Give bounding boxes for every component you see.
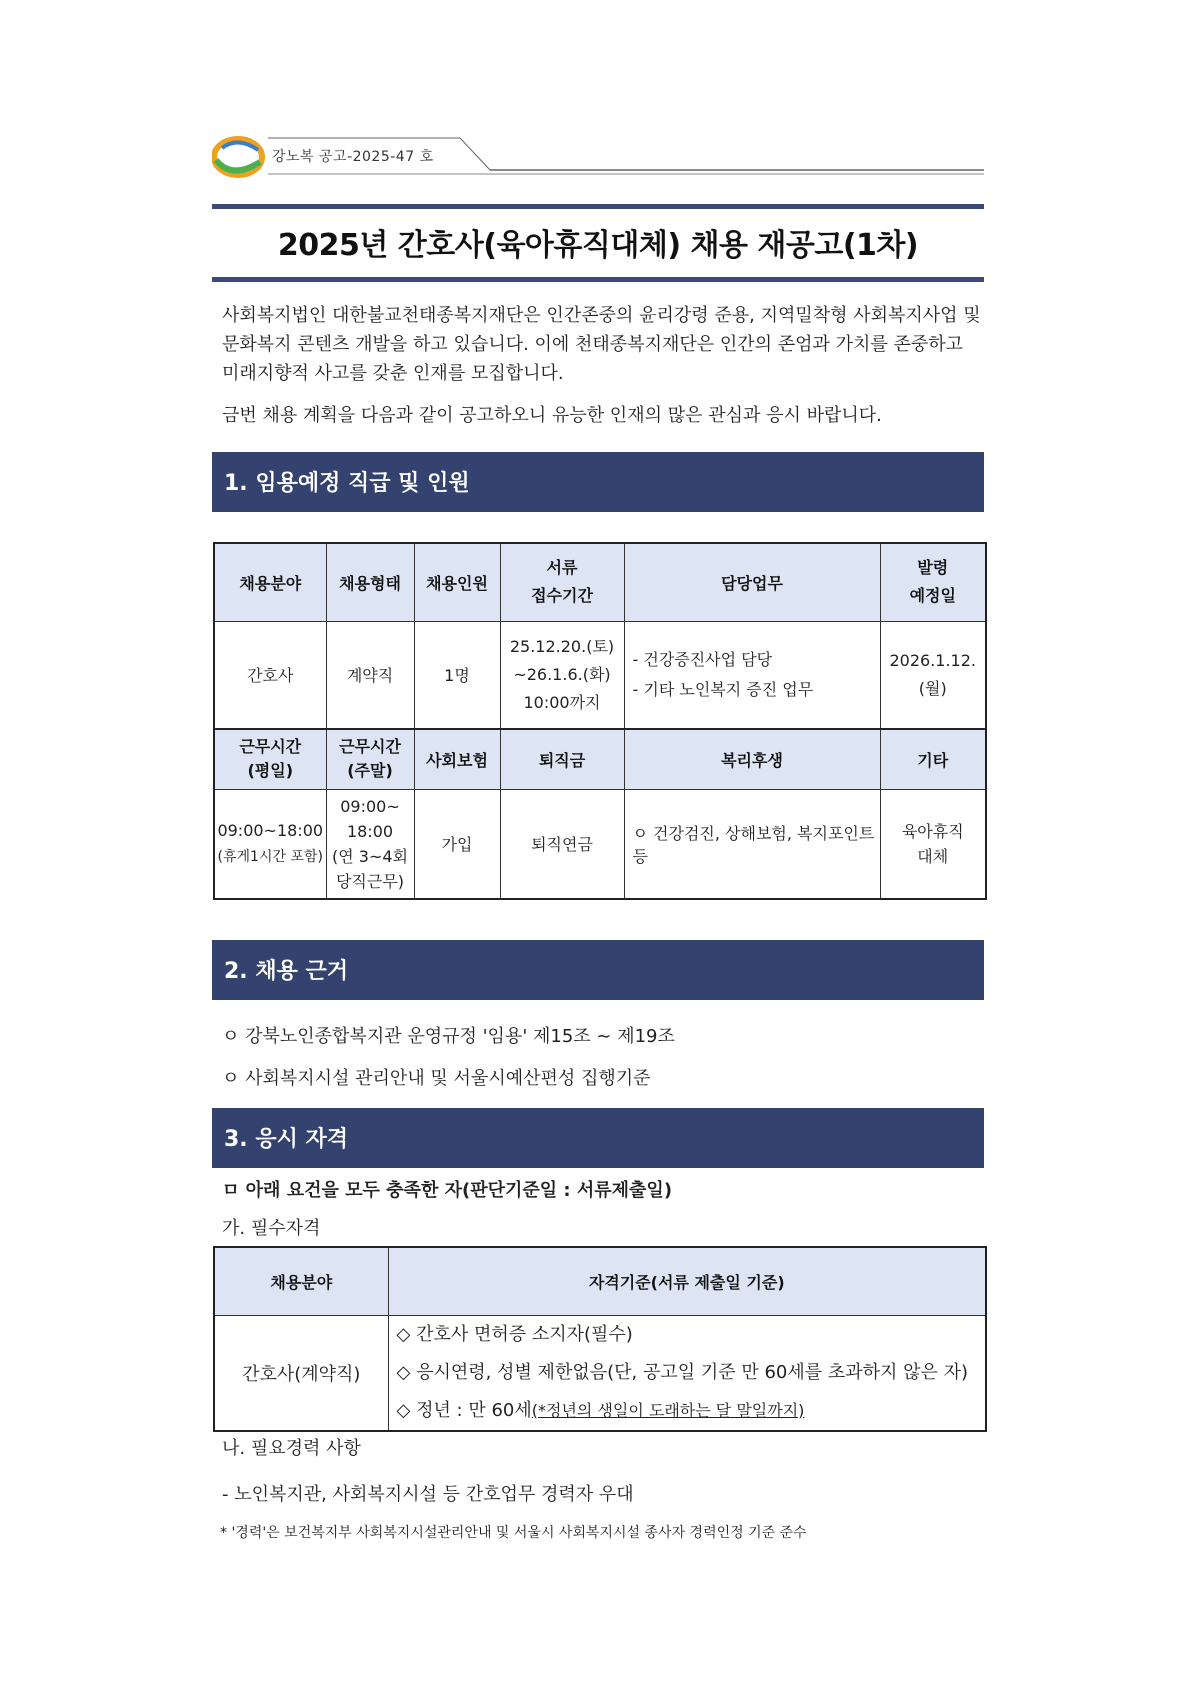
cell-line: 육아휴직 [901,821,964,841]
cell-line: (휴게1시간 포함) [217,848,323,865]
header-cell [500,543,624,621]
header-line: 서류 [546,558,578,578]
criteria-cell [388,1315,986,1431]
cell-line: (연 3~4회 [331,846,408,866]
title-rule-bottom [212,277,984,282]
table-row [214,1315,986,1431]
section-2-title: 2. 채용 근거 [224,959,348,984]
title-rule-top [212,204,984,209]
header-cell [326,729,414,789]
footnote: * '경력'은 보건복지부 사회복지시설관리안내 및 서울시 사회복지시설 종사자 경력인정 기준 준수 [220,1525,807,1541]
cell-line: 09:00~ [340,796,400,816]
experience-item: - 노인복지관, 사회복지시설 등 간호업무 경력자 우대 [222,1484,634,1505]
title-block [212,204,984,282]
header-cell [880,543,986,621]
foundation-logo-icon [212,136,268,178]
intro-paragraph [222,301,982,388]
table-cell [624,621,880,729]
cell-line: 2026.1.12. [889,650,976,670]
header-rule [268,136,984,178]
header-cell: 퇴직금 [500,729,624,789]
required-qualification-label: 가. 필수자격 [222,1218,321,1239]
table-row [214,621,986,729]
header-line: 예정일 [909,586,956,606]
table-cell: 가입 [414,789,500,899]
table-cell: 1명 [414,621,500,729]
cell-line: 당직근무) [335,871,405,891]
recruitment-table [213,542,987,900]
cell-line: 10:00까지 [523,692,601,712]
section-3-title: 3. 응시 자격 [224,1127,348,1152]
table-header-row [214,1247,986,1315]
header-cell: 채용형태 [326,543,414,621]
intro-line: 미래지향적 사고를 갖춘 인재를 모집합니다. [222,363,564,384]
intro-line: 문화복지 콘텐츠 개발을 하고 있습니다. 이에 천태종복지재단은 인간의 존엄과 가치를 존중하고 [222,334,964,355]
header-cell: 사회보험 [414,729,500,789]
cell-line: - 기타 노인복지 증진 업무 [632,679,814,699]
header-cell: 채용분야 [214,1247,388,1315]
page-title: 2025년 간호사(육아휴직대체) 채용 재공고(1차) [277,228,919,263]
table-cell [880,789,986,899]
experience-label: 나. 필요경력 사항 [222,1438,361,1459]
section-1-header [212,452,984,512]
header-cell [214,729,326,789]
header-cell: 자격기준(서류 제출일 기준) [388,1247,986,1315]
cell-line: - 건강증진사업 담당 [632,649,773,669]
section-3-header [212,1108,984,1168]
header-line: 근무시간 [339,737,401,757]
header-cell: 채용인원 [414,543,500,621]
header-cell: 기타 [880,729,986,789]
header-line: 근무시간 [239,737,302,757]
requirement-heading: ㅁ 아래 요건을 모두 충족한 자(판단기준일 : 서류제출일) [222,1180,673,1201]
table-cell: 간호사(계약직) [214,1315,388,1431]
cell-line: 대체 [917,846,949,866]
table-cell [500,621,624,729]
table-cell: 간호사 [214,621,326,729]
table-cell [214,789,326,899]
criteria-text: ◇ 정년 : 만 60세 [396,1399,532,1421]
retirement-note: (*정년의 생일이 도래하는 달 말일까지) [531,1400,805,1420]
table-row [214,789,986,899]
intro-line: 사회복지법인 대한불교천태종복지재단은 인간존중의 윤리강령 준용, 지역밀착형 사회복지사업 및 [222,305,981,326]
header-cell: 담당업무 [624,543,880,621]
table-header-row [214,543,986,621]
table-header-row [214,729,986,789]
header-cell: 채용분야 [214,543,326,621]
header-line: 발령 [917,558,949,578]
criteria-item: ◇ 응시연령, 성별 제한없음(단, 공고일 기준 만 60세를 초과하지 않은 자) [396,1361,969,1383]
cell-line: 09:00~18:00 [217,820,324,840]
section-2-header [212,940,984,1000]
header-line: (주말) [347,761,393,781]
header-line: (평일) [247,761,294,781]
header-cell: 복리후생 [624,729,880,789]
table-cell [880,621,986,729]
qualification-table [213,1246,987,1432]
criteria-item [397,1392,986,1430]
intro-closing: 금번 채용 계획을 다음과 같이 공고하오니 유능한 인재의 많은 관심과 응시 바랍니다. [222,405,882,426]
document-header [212,136,984,178]
cell-line: ~26.1.6.(화) [513,664,611,684]
table-cell: ㅇ 건강검진, 상해보험, 복지포인트 등 [624,789,880,899]
basis-item: ㅇ 사회복지시설 관리안내 및 서울시예산편성 집행기준 [222,1068,651,1089]
criteria-item: ◇ 간호사 면허증 소지자(필수) [396,1323,633,1345]
cell-line: 18:00 [346,821,394,841]
section-1-title: 1. 임용예정 직급 및 인원 [224,471,470,496]
table-cell: 퇴직연금 [500,789,624,899]
table-cell [326,789,414,899]
basis-item: ㅇ 강북노인종합복지관 운영규정 '임용' 제15조 ~ 제19조 [222,1026,675,1047]
cell-line: (월) [918,678,947,698]
table-cell: 계약직 [326,621,414,729]
header-line: 접수기간 [531,586,593,606]
cell-line: 25.12.20.(토) [509,636,615,656]
document-number: 강노복 공고-2025-47 호 [272,149,434,165]
